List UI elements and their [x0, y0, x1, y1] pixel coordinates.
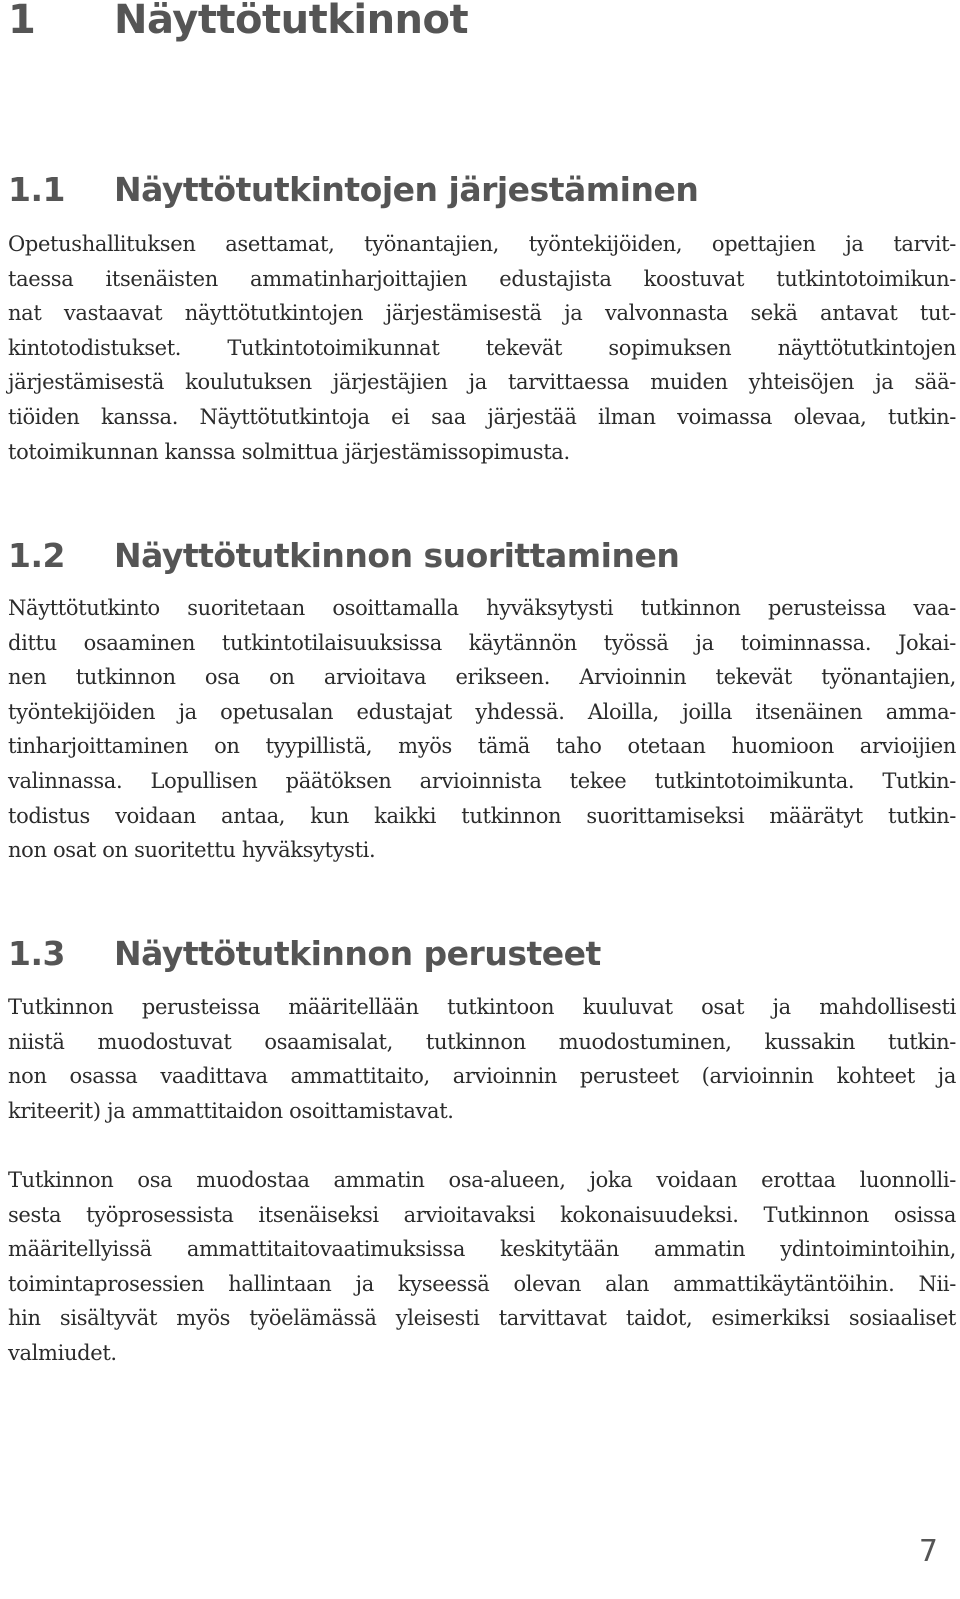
section-title: Näyttötutkinnon suorittaminen — [114, 536, 680, 575]
paragraph-line: toimintaprosessien hallintaan ja kyseessä olevan alan ammattikäytäntöihin. Nii- — [8, 1271, 956, 1296]
chapter-heading — [8, 0, 468, 46]
section-number: 1.3 — [8, 934, 65, 973]
paragraph-line: nat vastaavat näyttötutkintojen järjestämisestä ja valvonnasta sekä antavat tut- — [8, 301, 956, 326]
section-paragraph — [8, 990, 956, 1128]
paragraph-line: sesta työprosessista itsenäiseksi arvioitavaksi kokonaisuudeksi. Tutkinnon osissa — [8, 1202, 956, 1227]
paragraph-line: järjestämisestä koulutuksen järjestäjien ja tarvittaessa muiden yhteisöjen ja sää- — [8, 370, 956, 395]
paragraph-line: hin sisältyvät myös työelämässä yleisesti tarvittavat taidot, esimerkiksi sosiaaliset — [8, 1306, 956, 1331]
section-paragraph — [8, 591, 956, 868]
section-paragraph — [8, 227, 956, 469]
paragraph-line: kriteerit) ja ammattitaidon osoittamistavat. — [8, 1098, 454, 1123]
paragraph-line: dittu osaaminen tutkintotilaisuuksissa käytännön työssä ja toiminnassa. Jokai- — [8, 630, 956, 655]
paragraph-line: taessa itsenäisten ammatinharjoittajien edustajista koostuvat tutkintotoimikun- — [8, 266, 956, 291]
paragraph-line: Opetushallituksen asettamat, työnantajien, työntekijöiden, opettajien ja tarvit- — [8, 232, 956, 256]
paragraph-line: Tutkinnon osa muodostaa ammatin osa-alueen, joka voidaan erottaa luonnolli- — [8, 1168, 956, 1192]
paragraph-line: niistä muodostuvat osaamisalat, tutkinnon muodostuminen, kussakin tutkin- — [8, 1029, 956, 1054]
section-number: 1.1 — [8, 170, 65, 209]
section-heading — [8, 168, 698, 212]
chapter-number: 1 — [8, 0, 36, 43]
section-heading — [8, 534, 679, 578]
paragraph-line: nen tutkinnon osa on arvioitava erikseen. Arvioinnin tekevät työnantajien, — [8, 665, 956, 690]
paragraph-line: todistus voidaan antaa, kun kaikki tutkinnon suorittamiseksi määrätyt tutkin- — [8, 803, 956, 828]
section-number: 1.2 — [8, 536, 65, 575]
paragraph-line: tinharjoittaminen on tyypillistä, myös tämä taho otetaan huomioon arvioijien — [8, 734, 956, 759]
paragraph-line: valinnassa. Lopullisen päätöksen arvioinnista tekee tutkintotoimikunta. Tutkin- — [8, 768, 956, 793]
section-title: Näyttötutkinnon perusteet — [114, 934, 601, 973]
paragraph-line: työntekijöiden ja opetusalan edustajat yhdessä. Aloilla, joilla itsenäinen amma- — [8, 699, 956, 724]
paragraph-line: non osassa vaadittava ammattitaito, arvioinnin perusteet (arvioinnin kohteet ja — [8, 1064, 956, 1089]
section-title: Näyttötutkintojen järjestäminen — [114, 170, 699, 209]
paragraph-line: non osat on suoritettu hyväksytysti. — [8, 838, 376, 863]
paragraph-line: valmiudet. — [8, 1340, 117, 1365]
paragraph-line: Näyttötutkinto suoritetaan osoittamalla hyväksytysti tutkinnon perusteissa vaa- — [8, 596, 956, 620]
paragraph-line: Tutkinnon perusteissa määritellään tutkintoon kuuluvat osat ja mahdollisesti — [8, 995, 956, 1019]
page-number: 7 — [918, 1534, 938, 1569]
paragraph-line: totoimikunnan kanssa solmittua järjestämissopimusta. — [8, 439, 570, 464]
section-heading — [8, 932, 601, 976]
chapter-title: Näyttötutkinnot — [114, 0, 469, 43]
paragraph-line: tiöiden kanssa. Näyttötutkintoja ei saa järjestää ilman voimassa olevaa, tutkin- — [8, 404, 956, 429]
paragraph-line: kintotodistukset. Tutkintotoimikunnat tekevät sopimuksen näyttötutkintojen — [8, 335, 956, 360]
paragraph-line: määritellyissä ammattitaitovaatimuksissa keskitytään ammatin ydintoimintoihin, — [8, 1237, 956, 1262]
section-paragraph — [8, 1163, 956, 1371]
